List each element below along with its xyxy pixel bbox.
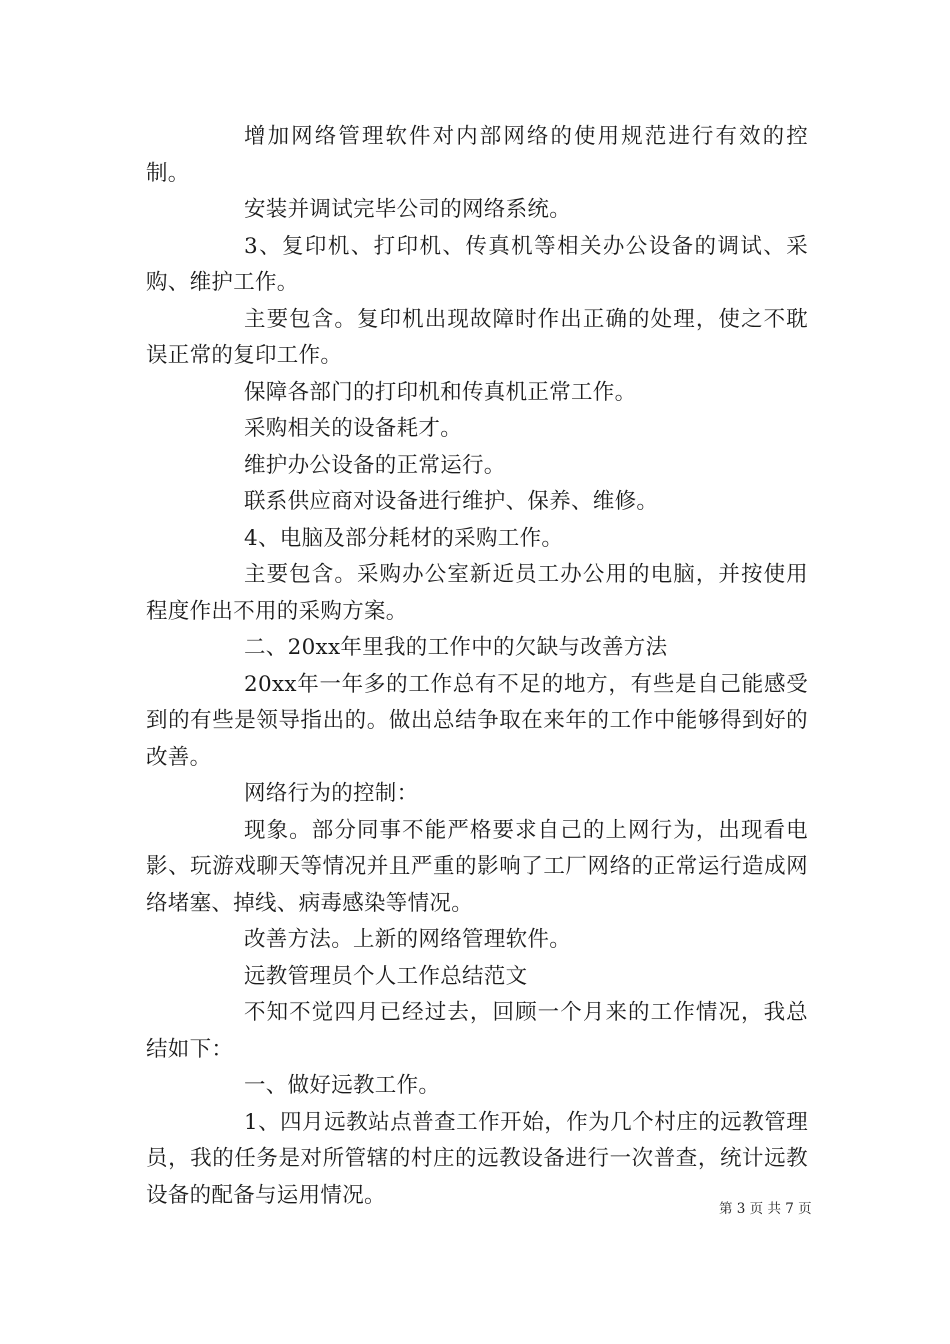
- paragraph: 4、电脑及部分耗材的采购工作。: [244, 525, 564, 551]
- paragraph: 现象。部分同事不能严格要求自己的上网行为，出现看电影、玩游戏聊天等情况并且严重的影响了工厂网络的正常运行造成网络堵塞、掉线、病毒感染等情况。: [146, 817, 808, 916]
- paragraph: 安装并调试完毕公司的网络系统。: [244, 197, 572, 222]
- paragraph: 改善方法。上新的网络管理软件。: [244, 927, 572, 952]
- paragraph: 3、复印机、打印机、传真机等相关办公设备的调试、采购、维护工作。: [146, 233, 808, 295]
- paragraph: 主要包含。采购办公室新近员工办公用的电脑，并按使用程度作出不用的采购方案。: [146, 562, 808, 624]
- section-heading: 二、20xx年里我的工作中的欠缺与改善方法: [244, 635, 668, 660]
- paragraph: 保障各部门的打印机和传真机正常工作。: [244, 379, 637, 405]
- paragraph: 增加网络管理软件对内部网络的使用规范进行有效的控制。: [146, 124, 808, 186]
- paragraph: 1、四月远教站点普查工作开始，作为几个村庄的远教管理员，我的任务是对所管辖的村庄的远教设备进行一次普查，统计远教设备的配备与运用情况。: [146, 1109, 808, 1208]
- paragraph: 采购相关的设备耗才。: [244, 416, 463, 441]
- paragraph: 维护办公设备的正常运行。: [244, 452, 506, 478]
- article-title: 远教管理员个人工作总结范文: [244, 963, 528, 989]
- paragraph: 网络行为的控制：: [244, 781, 419, 806]
- page-number-footer: 第 3 页 共 7 页: [719, 1201, 812, 1217]
- paragraph: 主要包含。复印机出现故障时作出正确的处理，使之不耽误正常的复印工作。: [146, 306, 808, 368]
- section-heading: 一、做好远教工作。: [244, 1073, 441, 1098]
- paragraph: 联系供应商对设备进行维护、保养、维修。: [244, 489, 659, 514]
- paragraph: 20xx年一年多的工作总有不足的地方，有些是自己能感受到的有些是领导指出的。做出总结争取在来年的工作中能够得到好的改善。: [146, 671, 808, 770]
- document-body: [146, 119, 808, 1214]
- paragraph: 不知不觉四月已经过去，回顾一个月来的工作情况，我总结如下：: [146, 1000, 808, 1062]
